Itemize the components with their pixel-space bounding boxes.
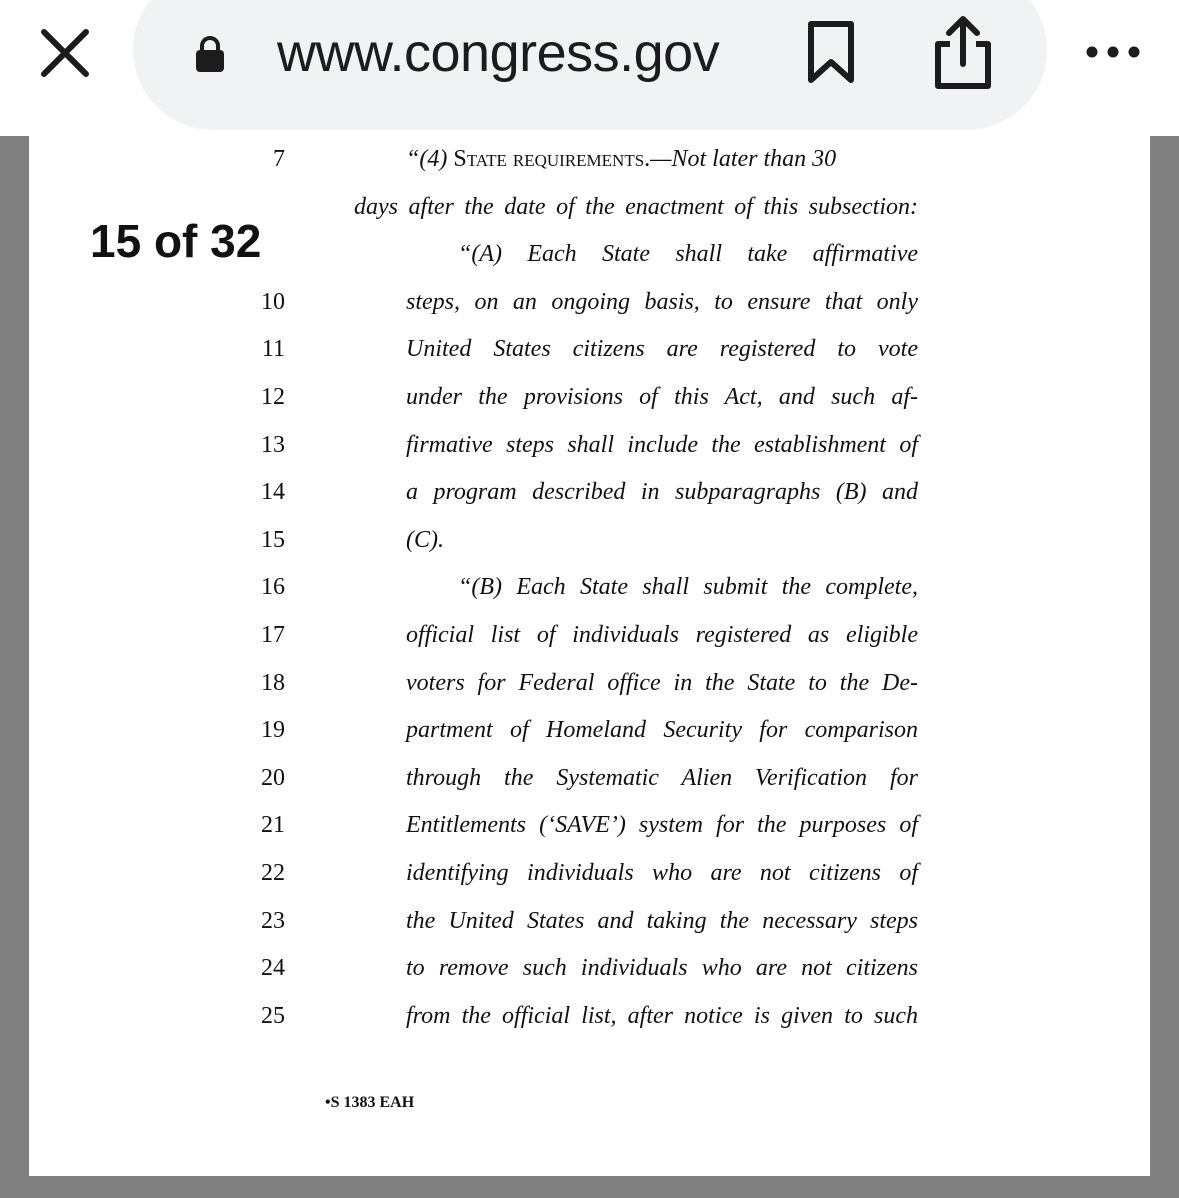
line-number: 22 bbox=[261, 860, 285, 886]
bill-footer-code: •S 1383 EAH bbox=[325, 1094, 415, 1111]
close-icon bbox=[36, 24, 94, 82]
more-icon bbox=[1084, 40, 1142, 64]
line-number: 25 bbox=[261, 1003, 285, 1029]
line-number: 17 bbox=[261, 622, 285, 648]
line-number: 19 bbox=[261, 717, 285, 743]
line-number: 16 bbox=[261, 574, 285, 600]
document-line: identifying individuals who are not citizens of bbox=[406, 860, 918, 886]
document-line: official list of individuals registered as eligible bbox=[406, 622, 918, 648]
line-number: 18 bbox=[261, 670, 285, 696]
line-number: 15 bbox=[261, 527, 285, 553]
document-line: steps, on an ongoing basis, to ensure that only bbox=[406, 289, 918, 315]
document-line: “(B) Each State shall submit the complete, bbox=[458, 574, 918, 600]
document-line: partment of Homeland Security for comparison bbox=[406, 717, 918, 743]
close-button[interactable] bbox=[36, 24, 94, 82]
line-number: 24 bbox=[261, 955, 285, 981]
document-line: Entitlements (‘SAVE’) system for the purposes of bbox=[406, 812, 918, 838]
document-line: United States citizens are registered to vote bbox=[406, 336, 918, 362]
share-icon bbox=[932, 14, 994, 90]
document-line: from the official list, after notice is given to such bbox=[406, 1003, 918, 1029]
document-line bbox=[406, 146, 918, 173]
document-line: under the provisions of this Act, and such af- bbox=[406, 384, 918, 410]
line-number: 23 bbox=[261, 908, 285, 934]
document-line-prefix: “(4) bbox=[406, 146, 454, 172]
document-line-suffix: —Not later than 30 bbox=[650, 146, 837, 172]
line-number: 11 bbox=[261, 336, 285, 362]
line-number: 21 bbox=[261, 812, 285, 838]
document-line: voters for Federal office in the State to the De- bbox=[406, 670, 918, 696]
url-text[interactable]: www.congress.gov bbox=[277, 23, 720, 83]
document-line: the United States and taking the necessary steps bbox=[406, 908, 918, 934]
document-line: days after the date of the enactment of this subsection: bbox=[354, 194, 918, 220]
line-number: 20 bbox=[261, 765, 285, 791]
more-options-button[interactable] bbox=[1084, 40, 1142, 64]
document-line: through the Systematic Alien Verification for bbox=[406, 765, 918, 791]
section-heading: State requirements. bbox=[453, 146, 651, 172]
line-number: 12 bbox=[261, 384, 285, 410]
page-counter: 15 of 32 bbox=[90, 215, 262, 267]
bookmark-icon bbox=[805, 20, 857, 84]
document-line: “(A) Each State shall take affirmative bbox=[458, 241, 918, 267]
document-line: firmative steps shall include the establishment of bbox=[406, 432, 918, 458]
line-number: 7 bbox=[273, 146, 285, 172]
document-line: (C). bbox=[406, 527, 444, 553]
line-number: 13 bbox=[261, 432, 285, 458]
document-line: to remove such individuals who are not citizens bbox=[406, 955, 918, 981]
bookmark-button[interactable] bbox=[805, 20, 857, 84]
line-number: 14 bbox=[261, 479, 285, 505]
share-button[interactable] bbox=[932, 14, 994, 90]
document-line: a program described in subparagraphs (B) and bbox=[406, 479, 918, 505]
browser-toolbar bbox=[0, 0, 1179, 136]
line-number: 10 bbox=[261, 289, 285, 315]
lock-icon bbox=[193, 34, 227, 74]
